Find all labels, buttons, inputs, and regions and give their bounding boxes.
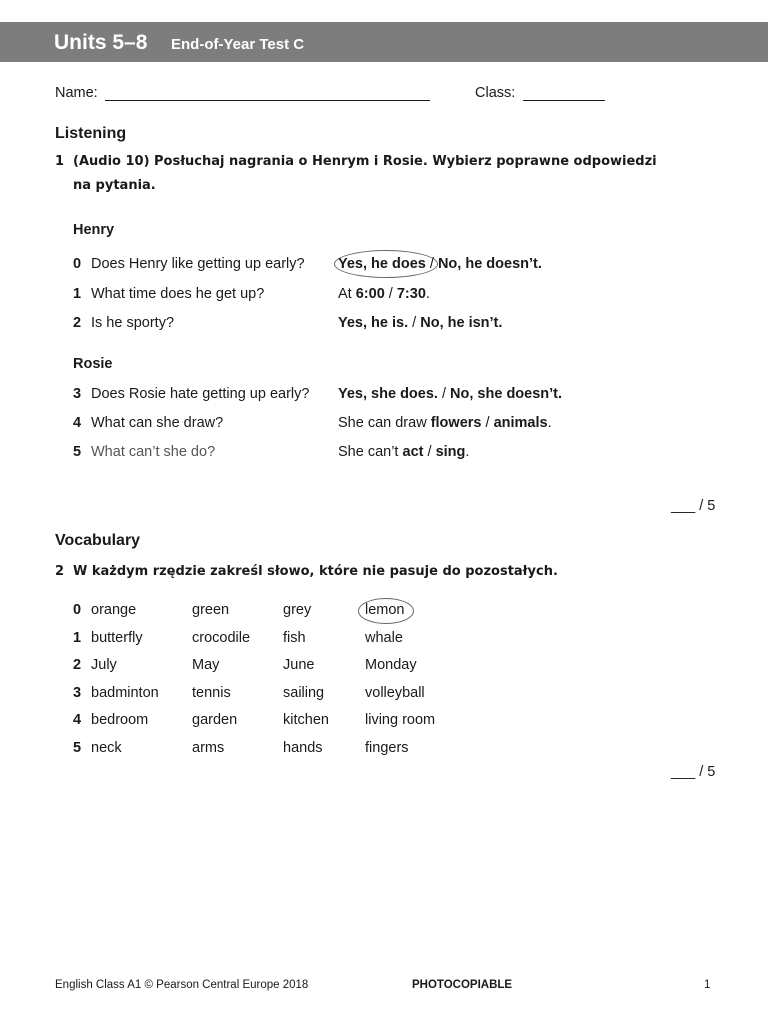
vocab-word[interactable]: crocodile — [192, 630, 251, 646]
question-number: 5 — [73, 444, 82, 460]
answer-separator: / — [423, 444, 436, 460]
vocab-row-number: 3 — [73, 685, 82, 701]
footer-copyright: English Class A1 © Pearson Central Europe 2018 — [55, 979, 309, 991]
answer-prefix: She can’t — [338, 444, 403, 460]
answer-separator: / — [384, 286, 397, 302]
question-text: What time does he get up? — [91, 286, 265, 302]
question-text: Does Rosie hate getting up early? — [91, 386, 310, 402]
vocab-word[interactable]: Monday — [365, 657, 417, 673]
exercise-2-instruction: W każdym rzędzie zakreśl słowo, które nie pasuje do pozostałych. — [73, 564, 558, 579]
vocab-word[interactable]: arms — [192, 740, 225, 756]
answer-option-a[interactable]: Yes, he is. — [338, 315, 409, 331]
vocab-word[interactable]: living room — [365, 712, 436, 728]
vocab-word[interactable]: fish — [283, 630, 306, 646]
answer-options — [338, 444, 469, 460]
listening-title: Listening — [55, 125, 127, 142]
vocabulary-score: ___ / 5 — [671, 764, 716, 780]
footer-photocopiable: PHOTOCOPIABLE — [412, 979, 513, 991]
answer-option-b[interactable]: No, he isn’t. — [420, 315, 503, 331]
answer-prefix: At — [338, 286, 356, 302]
vocab-word[interactable]: June — [283, 657, 315, 673]
answer-options — [338, 256, 542, 272]
answer-options — [338, 315, 502, 331]
vocab-word[interactable]: grey — [283, 602, 312, 618]
vocab-word[interactable]: whale — [365, 630, 403, 646]
answer-option-a[interactable]: Yes, she does. — [338, 386, 438, 402]
answer-option-b[interactable]: No, he doesn’t. — [437, 256, 542, 272]
exercise-1-instruction-line2: na pytania. — [73, 178, 156, 193]
answer-option-a[interactable]: Yes, he does — [338, 256, 426, 272]
vocab-word[interactable]: butterfly — [91, 630, 143, 646]
answer-option-b[interactable]: 7:30 — [396, 286, 426, 302]
vocab-word[interactable]: tennis — [192, 685, 231, 701]
listening-score: ___ / 5 — [671, 498, 716, 514]
vocab-word[interactable]: bedroom — [91, 712, 149, 728]
test-title: End-of-Year Test C — [171, 36, 305, 53]
answer-options — [338, 286, 430, 302]
answer-separator: / — [408, 315, 421, 331]
answer-option-b[interactable]: sing — [435, 444, 466, 460]
answer-option-a[interactable]: 6:00 — [355, 286, 385, 302]
class-label: Class: — [475, 85, 516, 101]
answer-separator: / — [437, 386, 451, 402]
footer-page-number: 1 — [704, 979, 711, 991]
answer-option-a[interactable]: act — [402, 444, 424, 460]
question-text: What can’t she do? — [91, 444, 216, 460]
vocab-word[interactable]: neck — [91, 740, 122, 756]
rosie-heading: Rosie — [73, 356, 113, 372]
question-text: Does Henry like getting up early? — [91, 256, 305, 272]
question-number: 0 — [73, 256, 82, 272]
vocab-row-number: 0 — [73, 602, 82, 618]
vocab-row-number: 5 — [73, 740, 82, 756]
answer-separator: / — [425, 256, 438, 272]
exercise-1-number: 1 — [55, 154, 65, 169]
name-label: Name: — [55, 85, 98, 101]
vocab-word[interactable]: sailing — [283, 685, 325, 701]
answer-options — [338, 386, 562, 402]
answer-option-b[interactable]: animals — [493, 415, 548, 431]
question-text: Is he sporty? — [91, 315, 175, 331]
answer-option-b[interactable]: No, she doesn’t. — [450, 386, 563, 402]
class-field[interactable] — [523, 100, 605, 101]
vocab-word[interactable]: orange — [91, 602, 137, 618]
exercise-2-number: 2 — [55, 564, 65, 579]
question-number: 2 — [73, 315, 82, 331]
header-bar — [0, 22, 768, 62]
answer-suffix: . — [547, 415, 552, 431]
vocab-word[interactable]: green — [192, 602, 230, 618]
name-field[interactable] — [105, 100, 430, 101]
vocab-word[interactable]: kitchen — [283, 712, 329, 728]
exercise-1-instruction-line1: (Audio 10) Posłuchaj nagrania o Henrym i Rosie. Wybierz poprawne odpowiedzi — [73, 154, 657, 169]
units-title: Units 5–8 — [54, 31, 148, 54]
vocab-row-number: 4 — [73, 712, 82, 728]
answer-options — [338, 415, 552, 431]
vocab-word[interactable]: lemon — [365, 602, 405, 618]
answer-prefix: She can draw — [338, 415, 431, 431]
question-number: 4 — [73, 415, 82, 431]
answer-option-a[interactable]: flowers — [430, 415, 482, 431]
henry-heading: Henry — [73, 222, 115, 238]
answer-suffix: . — [425, 286, 430, 302]
vocab-row-number: 1 — [73, 630, 82, 646]
vocab-word[interactable]: hands — [283, 740, 323, 756]
question-number: 3 — [73, 386, 82, 402]
vocabulary-title: Vocabulary — [55, 532, 141, 549]
answer-suffix: . — [465, 444, 470, 460]
vocab-row-number: 2 — [73, 657, 82, 673]
vocab-word[interactable]: fingers — [365, 740, 409, 756]
vocab-word[interactable]: May — [192, 657, 220, 673]
question-number: 1 — [73, 286, 82, 302]
question-text: What can she draw? — [91, 415, 224, 431]
answer-separator: / — [481, 415, 494, 431]
vocab-word[interactable]: volleyball — [365, 685, 425, 701]
vocab-word[interactable]: garden — [192, 712, 238, 728]
vocab-word[interactable]: July — [91, 657, 117, 673]
vocab-word[interactable]: badminton — [91, 685, 159, 701]
